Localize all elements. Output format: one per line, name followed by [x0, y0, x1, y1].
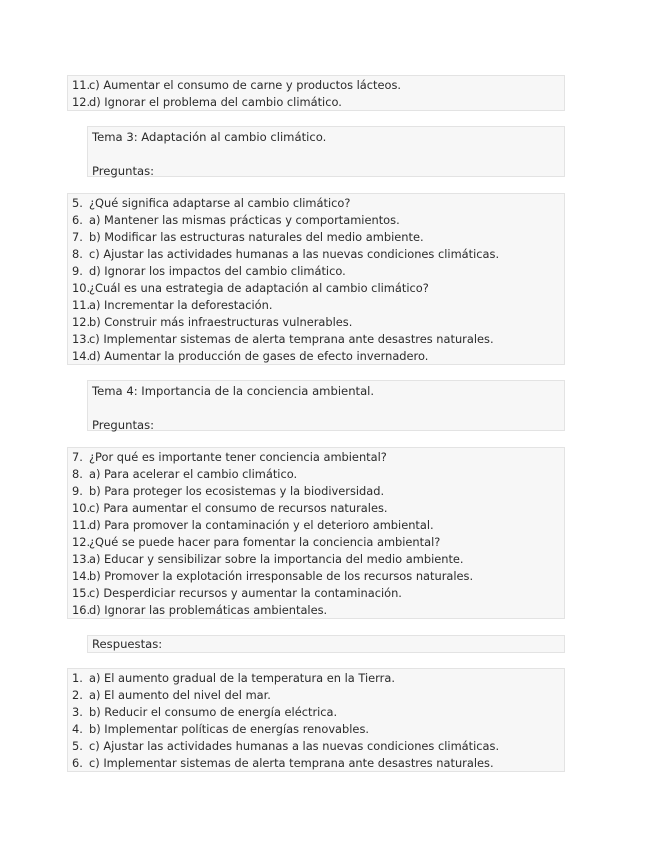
list-text: ¿Cuál es una estrategia de adaptación al cambio climático?	[89, 281, 429, 295]
list-item	[68, 687, 564, 704]
list-item	[68, 721, 564, 738]
list-item	[68, 280, 564, 297]
list-item	[68, 534, 564, 551]
section-title: Tema 4: Importancia de la conciencia ambiental.	[92, 384, 375, 398]
list-block-2	[67, 193, 565, 365]
list-item	[68, 755, 564, 772]
section-subtitle: Preguntas:	[92, 164, 155, 178]
list-item	[68, 500, 564, 517]
list-text: ¿Por qué es importante tener conciencia ambiental?	[89, 450, 387, 464]
section-tema-3	[87, 126, 565, 177]
list-item	[68, 738, 564, 755]
list-item	[68, 94, 564, 111]
list-number: 11.	[72, 78, 91, 92]
list-text: d) Ignorar los impactos del cambio climático.	[89, 264, 346, 278]
list-text: b) Construir más infraestructuras vulnerables.	[89, 315, 353, 329]
list-text: c) Aumentar el consumo de carne y productos lácteos.	[89, 78, 402, 92]
list-number: 13.	[72, 552, 91, 566]
list-block-1	[67, 75, 565, 111]
list-text: b) Modificar las estructuras naturales del medio ambiente.	[89, 230, 424, 244]
list-number: 7.	[72, 230, 83, 244]
list-text: c) Ajustar las actividades humanas a las nuevas condiciones climáticas.	[89, 739, 500, 753]
list-item	[68, 331, 564, 348]
list-text: a) Educar y sensibilizar sobre la importancia del medio ambiente.	[89, 552, 464, 566]
list-text: c) Para aumentar el consumo de recursos naturales.	[89, 501, 388, 515]
list-number: 4.	[72, 722, 83, 736]
section-title: Respuestas:	[92, 637, 163, 651]
list-block-3	[67, 447, 565, 619]
list-item	[68, 263, 564, 280]
list-item	[68, 551, 564, 568]
list-item	[68, 77, 564, 94]
list-text: b) Promover la explotación irresponsable de los recursos naturales.	[89, 569, 474, 583]
list-text: a) Mantener las mismas prácticas y comportamientos.	[89, 213, 400, 227]
list-text: ¿Qué significa adaptarse al cambio climático?	[89, 196, 351, 210]
list-item	[68, 449, 564, 466]
list-item	[68, 466, 564, 483]
list-number: 2.	[72, 688, 83, 702]
section-title: Tema 3: Adaptación al cambio climático.	[92, 130, 327, 144]
list-text: ¿Qué se puede hacer para fomentar la conciencia ambiental?	[89, 535, 441, 549]
list-item	[68, 704, 564, 721]
list-number: 16.	[72, 603, 91, 617]
list-item	[68, 297, 564, 314]
list-block-4	[67, 668, 565, 772]
list-number: 12.	[72, 95, 91, 109]
list-item	[68, 568, 564, 585]
list-text: c) Desperdiciar recursos y aumentar la contaminación.	[89, 586, 402, 600]
list-number: 9.	[72, 264, 83, 278]
section-subtitle: Preguntas:	[92, 418, 155, 432]
list-number: 14.	[72, 349, 91, 363]
list-number: 3.	[72, 705, 83, 719]
list-text: c) Ajustar las actividades humanas a las nuevas condiciones climáticas.	[89, 247, 500, 261]
list-text: d) Ignorar las problemáticas ambientales.	[89, 603, 328, 617]
section-tema-4	[87, 380, 565, 431]
list-number: 10.	[72, 501, 91, 515]
list-item	[68, 246, 564, 263]
list-number: 1.	[72, 671, 83, 685]
list-number: 8.	[72, 467, 83, 481]
list-text: d) Aumentar la producción de gases de efecto invernadero.	[89, 349, 429, 363]
list-number: 11.	[72, 518, 91, 532]
list-text: a) El aumento del nivel del mar.	[89, 688, 271, 702]
list-number: 5.	[72, 196, 83, 210]
list-text: c) Implementar sistemas de alerta temprana ante desastres naturales.	[89, 332, 494, 346]
list-number: 15.	[72, 586, 91, 600]
list-item	[68, 229, 564, 246]
list-item	[68, 314, 564, 331]
list-number: 9.	[72, 484, 83, 498]
list-item	[68, 602, 564, 619]
list-text: a) El aumento gradual de la temperatura en la Tierra.	[89, 671, 395, 685]
list-text: b) Reducir el consumo de energía eléctrica.	[89, 705, 338, 719]
list-text: b) Implementar políticas de energías renovables.	[89, 722, 369, 736]
list-text: c) Implementar sistemas de alerta temprana ante desastres naturales.	[89, 756, 494, 770]
list-number: 6.	[72, 756, 83, 770]
list-number: 12.	[72, 315, 91, 329]
list-number: 5.	[72, 739, 83, 753]
list-item	[68, 195, 564, 212]
list-item	[68, 212, 564, 229]
list-number: 8.	[72, 247, 83, 261]
list-item	[68, 670, 564, 687]
list-number: 7.	[72, 450, 83, 464]
list-text: d) Para promover la contaminación y el deterioro ambiental.	[89, 518, 434, 532]
list-number: 6.	[72, 213, 83, 227]
list-text: b) Para proteger los ecosistemas y la biodiversidad.	[89, 484, 385, 498]
list-number: 10.	[72, 281, 91, 295]
list-text: a) Incrementar la deforestación.	[89, 298, 273, 312]
list-text: a) Para acelerar el cambio climático.	[89, 467, 298, 481]
list-item	[68, 517, 564, 534]
list-number: 12.	[72, 535, 91, 549]
list-number: 13.	[72, 332, 91, 346]
list-text: d) Ignorar el problema del cambio climático.	[89, 95, 342, 109]
list-item	[68, 585, 564, 602]
list-number: 11.	[72, 298, 91, 312]
list-item	[68, 483, 564, 500]
list-item	[68, 348, 564, 365]
section-respuestas	[87, 635, 565, 653]
list-number: 14.	[72, 569, 91, 583]
